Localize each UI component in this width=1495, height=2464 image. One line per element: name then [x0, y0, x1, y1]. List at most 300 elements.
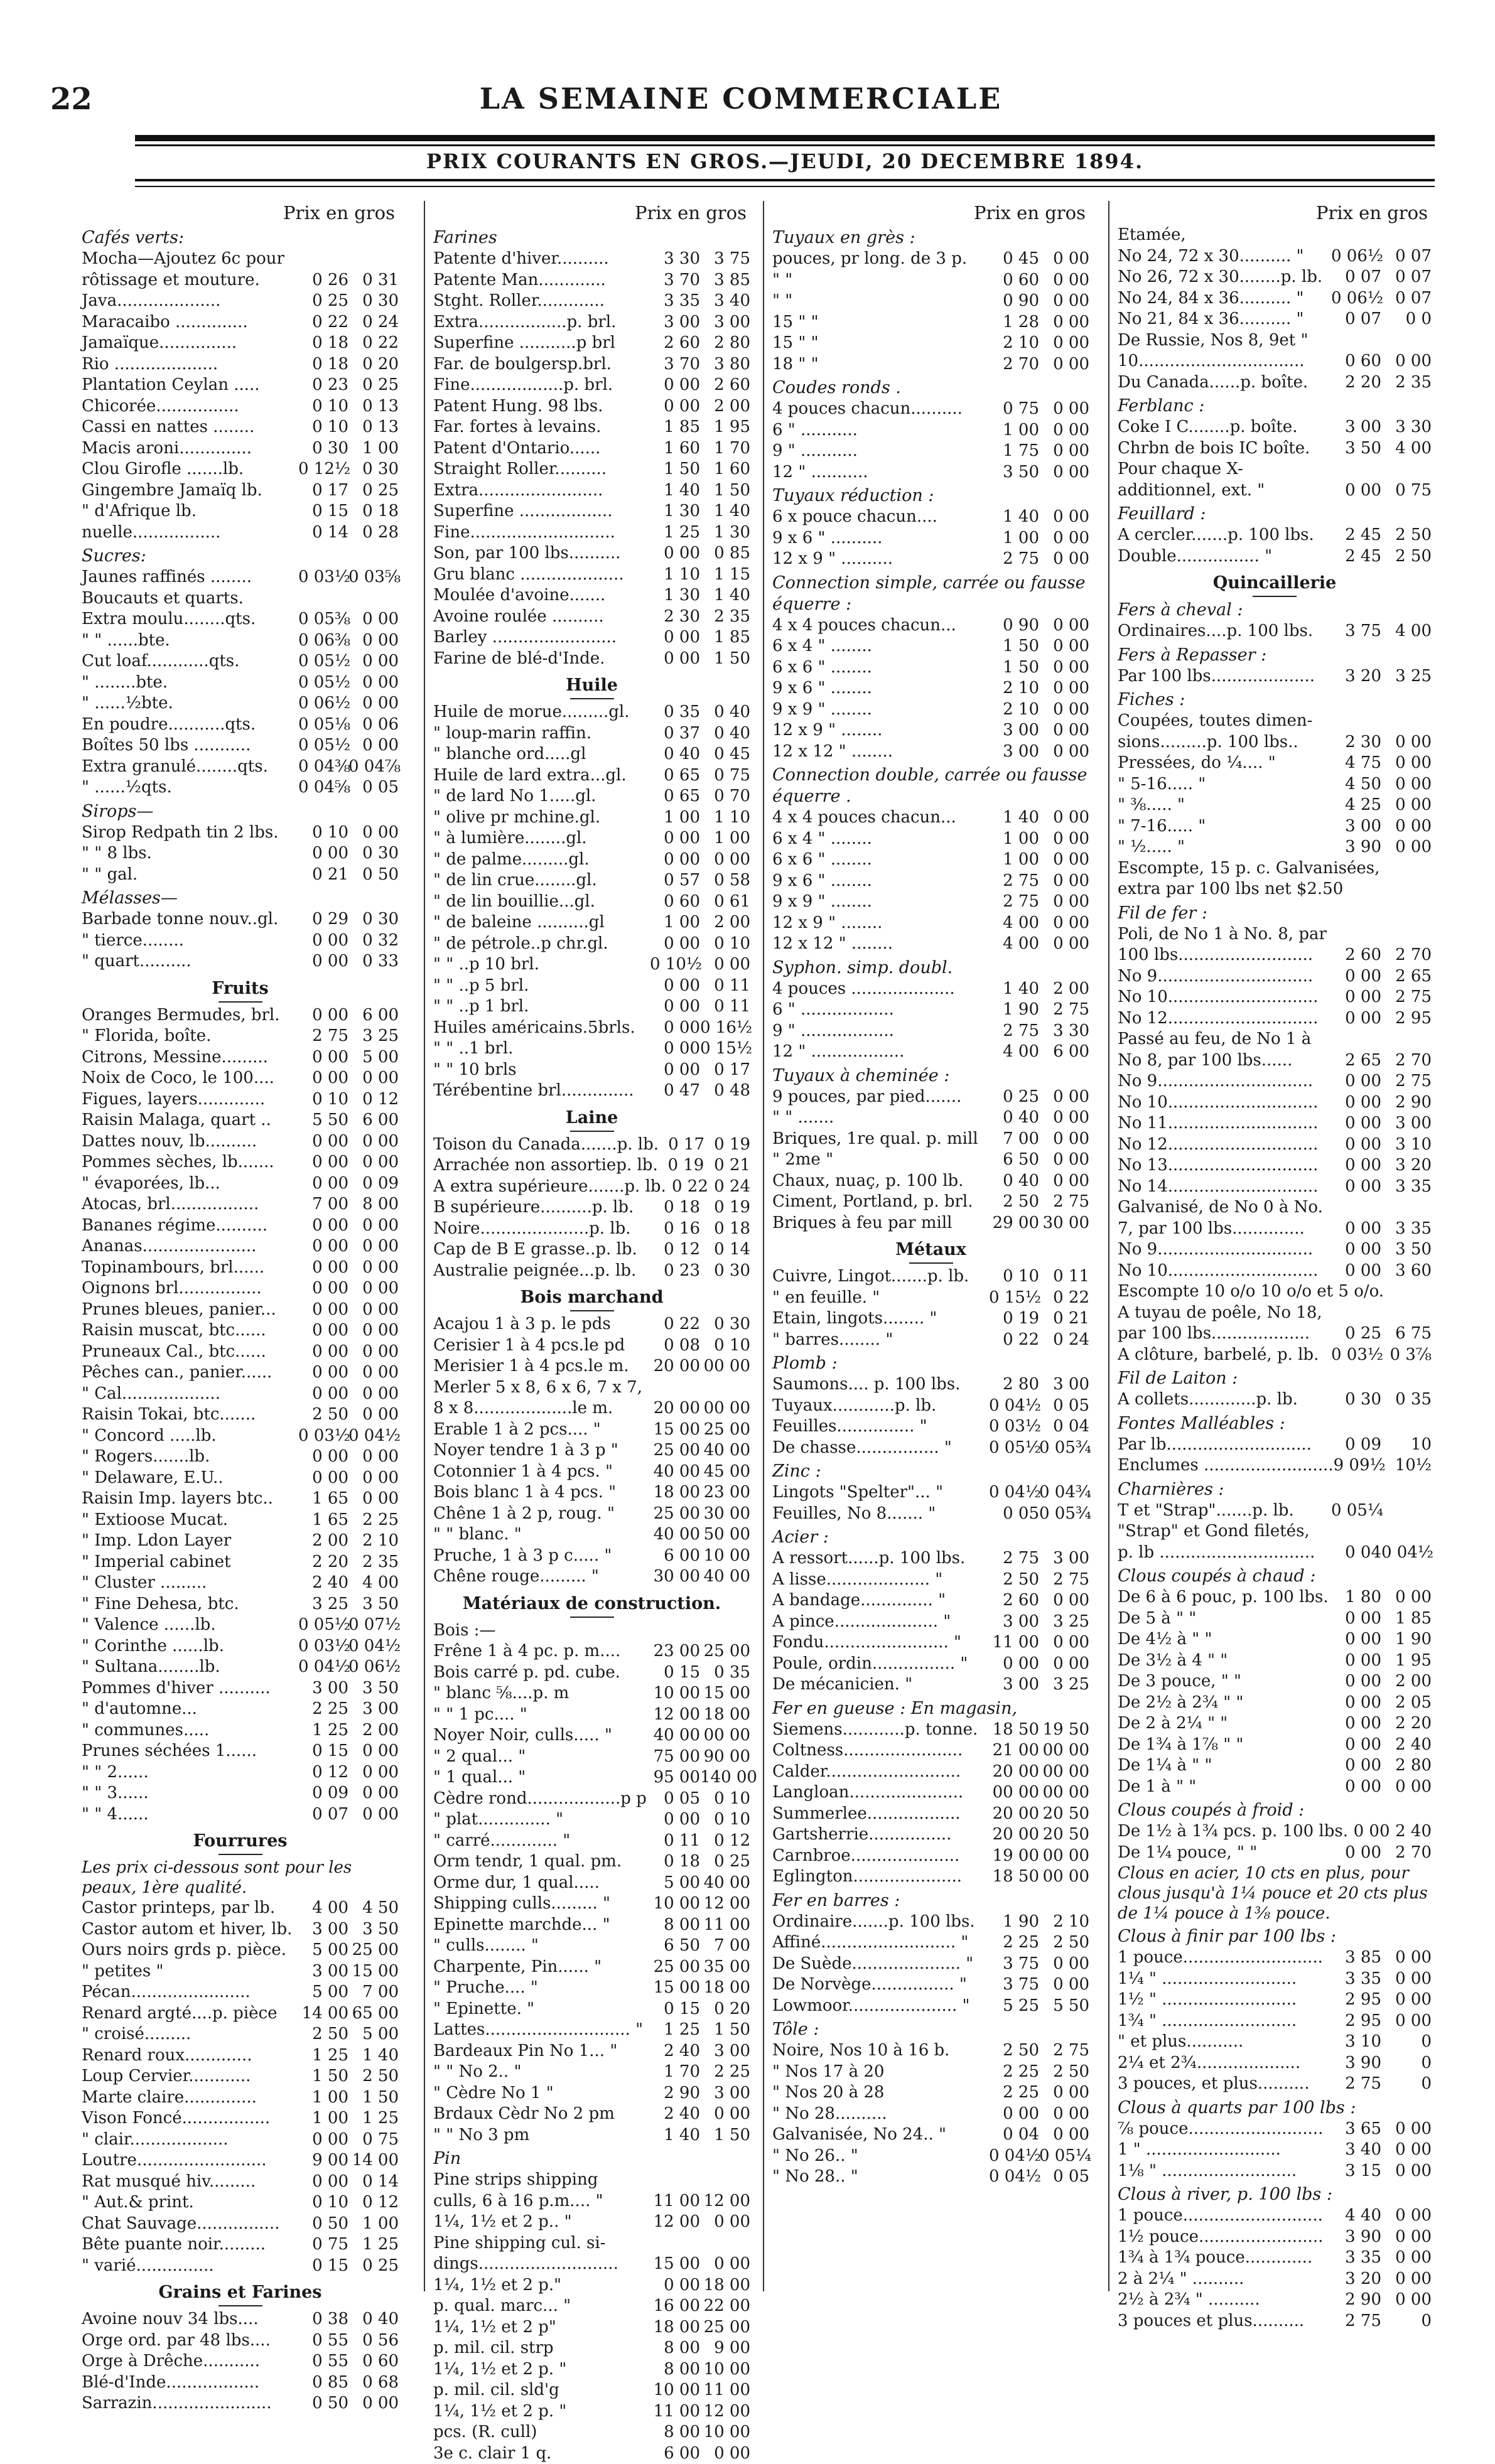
item-label: Cuivre, Lingot.......p. lb. — [772, 1266, 989, 1288]
price-low: 0 65 — [650, 765, 700, 787]
price-low: 0 30 — [1331, 1389, 1381, 1411]
price-low: 0 14 — [298, 522, 348, 544]
price-high: 0 00 — [1039, 549, 1089, 570]
item-label: Chaux, nuaç, p. 100 lb. — [772, 1171, 989, 1192]
price-high: 0 75 — [700, 765, 750, 787]
price-low: 7 00 — [989, 1129, 1039, 1150]
item-label: 9 pouces, par pied....... — [772, 1087, 989, 1108]
price-high: 30 00 — [1039, 1213, 1089, 1234]
price-row — [433, 2422, 750, 2443]
price-low: 8 00 — [650, 2422, 700, 2443]
price-row — [772, 1590, 1089, 1611]
item-label: Bananes régime.......... — [82, 1215, 298, 1237]
item-label: p. lb .............................. — [1118, 1542, 1331, 1564]
price-row — [433, 480, 750, 502]
price-row — [82, 1404, 399, 1426]
price-high: 0 15½ — [700, 1038, 750, 1060]
item-label: " Aut.& print. — [82, 2192, 298, 2214]
price-low: 0 10 — [298, 1089, 348, 1111]
price-high: 4 50 — [348, 1898, 399, 1919]
item-label: Bête puante noir......... — [82, 2234, 298, 2256]
price-low: 0 00 — [1331, 1134, 1381, 1156]
header-rule-thick — [135, 135, 1435, 141]
item-label: Ciment, Portland, p. brl. — [772, 1192, 989, 1213]
price-low: 18 50 — [989, 1866, 1039, 1888]
item-label: No 10............................. — [1118, 1092, 1331, 1114]
price-row — [82, 1783, 399, 1804]
price-row — [1118, 246, 1432, 267]
price-low: 1 25 — [650, 522, 700, 544]
price-low: 20 00 — [989, 1804, 1039, 1825]
price-high: 2 75 — [1039, 1192, 1089, 1213]
price-high: 2 00 — [348, 1720, 399, 1741]
item-label: Shipping culls......... " — [433, 1893, 650, 1915]
price-high: 1 40 — [348, 2045, 399, 2067]
item-label: 2¼ et 2¾.................... — [1118, 2053, 1331, 2074]
price-low — [1384, 1281, 1408, 1303]
item-label: 12 x 12 " ........ — [772, 933, 989, 955]
item-label: Cassi en nattes ........ — [82, 417, 298, 438]
price-row — [433, 375, 750, 396]
item-label: 9 x 6 " ........ — [772, 871, 989, 892]
price-high: 1 00 — [700, 828, 750, 849]
price-high: 0 00 — [1039, 2082, 1089, 2104]
price-high: 0 00 — [700, 2104, 750, 2125]
price-high: 0 00 — [1039, 1171, 1089, 1192]
item-label: No 24, 72 x 30.......... " — [1118, 246, 1331, 267]
price-low: 0 00 — [298, 843, 348, 864]
price-row — [1118, 2269, 1432, 2290]
item-label: 7, par 100 lbs.............. — [1118, 1219, 1331, 1240]
item-label: " Cluster ......... — [82, 1573, 298, 1594]
price-high: 0 00 — [348, 1068, 399, 1089]
item-label: Chicorée................ — [82, 396, 298, 417]
price-low: 0 00 — [298, 1362, 348, 1384]
price-low: 2 75 — [1331, 2311, 1381, 2332]
price-high: 0 50 — [348, 864, 399, 886]
price-high: 0 00 — [1039, 507, 1089, 528]
price-low: 0 03½ — [298, 567, 348, 588]
item-label: Acajou 1 à 3 p. le pds — [433, 1314, 650, 1335]
price-row — [433, 1977, 750, 1999]
price-high: 19 50 — [1039, 1719, 1089, 1741]
price-row — [772, 1171, 1089, 1192]
price-low: 11 00 — [650, 2401, 700, 2423]
item-label: " " 3...... — [82, 1783, 298, 1804]
price-high: 0 00 — [1039, 913, 1089, 934]
price-low: 11 00 — [989, 1632, 1039, 1654]
price-high: 2 10 — [1039, 1912, 1089, 1933]
item-label: Figues, layers............. — [82, 1089, 298, 1111]
price-row — [772, 312, 1089, 333]
price-row — [1118, 879, 1432, 900]
price-high: 0 13 — [348, 417, 399, 438]
price-high: 0 — [1381, 2031, 1432, 2053]
price-low: 0 04⅜ — [298, 756, 348, 778]
price-high: 0 30 — [700, 1261, 750, 1282]
price-low: 1 40 — [989, 979, 1039, 1000]
price-high: 1 25 — [348, 2234, 399, 2256]
price-high: 0 68 — [348, 2372, 399, 2394]
price-row — [772, 615, 1089, 637]
price-low: 0 22 — [666, 1176, 708, 1198]
price-high: 0 00 — [348, 1152, 399, 1173]
price-high: 2 05 — [1381, 1692, 1432, 1714]
price-row — [433, 2041, 750, 2062]
price-high: 0 56 — [348, 2330, 399, 2352]
price-low: 3 70 — [650, 354, 700, 375]
item-label: De Russie, Nos 8, 9et " — [1118, 330, 1331, 352]
item-label: Superfine .................. — [433, 501, 650, 522]
price-low: 0 00 — [298, 930, 348, 952]
price-low: 0 00 — [298, 951, 348, 972]
price-row — [433, 606, 750, 628]
price-high: 1 40 — [700, 501, 750, 522]
price-row — [82, 1741, 399, 1762]
column-header: Prix en gros — [772, 201, 1089, 225]
price-high: 0 00 — [1039, 1087, 1089, 1108]
item-label: En poudre...........qts. — [82, 714, 298, 736]
item-label: additionnel, ext. " — [1118, 480, 1331, 502]
price-low: 0 15 — [298, 1741, 348, 1762]
price-row — [433, 1915, 750, 1936]
item-label: Noyer tendre 1 à 3 p " — [433, 1440, 650, 1461]
price-low: 3 00 — [1331, 417, 1381, 438]
price-low: 1 60 — [650, 438, 700, 460]
item-label: 9 " ........... — [772, 441, 989, 462]
item-label: p. mil. cil. sld'g — [433, 2380, 650, 2401]
item-label: " de lard No 1.....gl. — [433, 786, 650, 807]
item-label: " Imp. Ldon Layer — [82, 1531, 298, 1552]
item-label: Epinette marchde... " — [433, 1915, 650, 1936]
price-high: 0 00 — [1039, 678, 1089, 699]
price-low: 0 26 — [298, 270, 348, 291]
price-low: 4 40 — [1331, 2205, 1381, 2227]
price-row — [772, 979, 1089, 1000]
price-low: 3 75 — [1331, 621, 1381, 642]
item-label: Superfine ...........p brl — [433, 333, 650, 354]
price-high: 1 85 — [700, 627, 750, 648]
price-low: 0 00 — [1331, 1113, 1381, 1134]
price-high: 0 35 — [700, 1662, 750, 1684]
category-label: Tuyaux à cheminée : — [772, 1065, 1089, 1087]
price-low: 3 35 — [1331, 1969, 1381, 1990]
item-label: Avoine nouv 34 lbs.... — [82, 2309, 298, 2330]
price-high — [1381, 1029, 1432, 1050]
price-low: 0 15 — [298, 2256, 348, 2277]
price-row — [1118, 1197, 1432, 1219]
item-label: " No 28.. " — [772, 2166, 989, 2188]
price-row — [1118, 621, 1432, 642]
price-low: 0 00 — [650, 648, 700, 670]
price-row — [82, 1047, 399, 1068]
price-low: 40 00 — [650, 1461, 700, 1483]
price-low: 3 10 — [1331, 2031, 1381, 2053]
price-high: 0 00 — [1381, 774, 1432, 795]
price-low: 30 00 — [650, 1566, 700, 1588]
price-low — [1331, 711, 1381, 732]
item-label: 1 pouce........................... — [1118, 2205, 1331, 2227]
price-high: 0 00 — [1039, 333, 1089, 354]
price-row — [772, 1996, 1089, 2017]
price-low: 0 47 — [650, 1080, 700, 1102]
price-low: 9 00 — [298, 2150, 348, 2171]
price-row — [1118, 2227, 1432, 2248]
price-low: 15 00 — [650, 1977, 700, 1999]
item-label: " Valence ......lb. — [82, 1615, 298, 1636]
item-label: 1 pouce........................... — [1118, 1947, 1331, 1969]
price-row — [433, 1504, 750, 1525]
item-label: " " No 2.. " — [433, 2062, 650, 2083]
price-low: 0 00 — [1348, 1821, 1390, 1843]
item-label: " de baleine ..........gl — [433, 912, 650, 933]
price-row — [433, 2275, 750, 2296]
price-low: 40 00 — [650, 1725, 700, 1746]
price-row — [433, 1831, 750, 1852]
category-label: Fers à cheval : — [1118, 600, 1432, 621]
price-low: 0 15½ — [989, 1288, 1039, 1309]
price-row — [433, 312, 750, 333]
price-row — [1118, 1969, 1432, 1990]
price-high: 3 00 — [348, 1699, 399, 1720]
price-row — [772, 1041, 1089, 1063]
price-high: 3 30 — [1381, 417, 1432, 438]
price-row — [82, 249, 399, 270]
price-low: 10 00 — [650, 1683, 700, 1704]
price-high: 0 00 — [1039, 871, 1089, 892]
price-row — [433, 1746, 750, 1768]
price-high: 3 00 — [1381, 1113, 1432, 1134]
price-high: 0 00 — [348, 651, 399, 672]
price-low: 0 40 — [989, 1107, 1039, 1129]
price-low: 2 95 — [1331, 1989, 1381, 2011]
price-low: 0 00 — [650, 933, 700, 955]
price-low: 0 19 — [989, 1308, 1039, 1330]
page-number: 22 — [50, 82, 92, 117]
item-label: T et "Strap".......p. lb. — [1118, 1500, 1331, 1522]
item-label: Coupées, toutes dimen- — [1118, 711, 1331, 732]
item-label: Pommes d'hiver .......... — [82, 1678, 298, 1699]
price-high: 14 00 — [348, 2150, 399, 2171]
category-label: Fil de Laiton : — [1118, 1368, 1432, 1389]
price-low: 0 00 — [989, 2104, 1039, 2125]
item-label: " Rogers.......lb. — [82, 1446, 298, 1468]
item-label: 9 x 6 " .......... — [772, 528, 989, 549]
price-low: 2 50 — [989, 1192, 1039, 1213]
price-high: 3 00 — [700, 312, 750, 333]
section-heading: Bois marchand — [433, 1285, 750, 1311]
price-high: 8 00 — [348, 1194, 399, 1215]
column-header: Prix en gros — [82, 201, 399, 225]
price-low: 0 03½ — [298, 1636, 348, 1657]
price-high: 2 25 — [348, 1510, 399, 1531]
price-low: 2 25 — [989, 2062, 1039, 2083]
price-low: 0 10 — [989, 1266, 1039, 1288]
category-label: Connection simple, carrée ou fausse équerre : — [772, 573, 1089, 615]
price-high: 35 00 — [700, 1957, 750, 1978]
header-rule-thin — [135, 144, 1435, 146]
item-label: Fine..................p. brl. — [433, 375, 650, 396]
price-row — [1118, 1755, 1432, 1777]
price-row — [1118, 1989, 1432, 2011]
price-row — [82, 1131, 399, 1153]
section-heading: Quincaillerie — [1118, 571, 1432, 597]
item-label: " ½..... " — [1118, 837, 1331, 858]
price-high: 1 50 — [700, 2125, 750, 2146]
price-high: 2 75 — [1381, 1071, 1432, 1092]
price-high: 10 — [1381, 1434, 1432, 1456]
price-row — [1118, 2053, 1432, 2074]
price-low: 1 65 — [298, 1488, 348, 1510]
price-low: 0 00 — [1331, 1008, 1381, 1030]
price-low: 5 00 — [298, 1982, 348, 2003]
price-low: 3 00 — [298, 1919, 348, 1940]
item-label: " " No 3 pm — [433, 2125, 650, 2146]
price-high: 0 21 — [1039, 1308, 1089, 1330]
item-label: Prunes bleues, panier... — [82, 1299, 298, 1321]
price-high: 1 50 — [700, 648, 750, 670]
price-high: 3 00 — [700, 2083, 750, 2104]
price-row — [1118, 1050, 1432, 1072]
price-row — [82, 588, 399, 610]
price-high: 0 00 — [348, 1762, 399, 1783]
price-low: 2 25 — [989, 1932, 1039, 1954]
item-label: De 2½ à 2¾ " " — [1118, 1692, 1331, 1714]
price-low: 3 00 — [989, 1611, 1039, 1633]
price-high: 0 00 — [1381, 1969, 1432, 1990]
item-label: Feuilles, No 8....... " — [772, 1504, 989, 1525]
price-high: 0 00 — [1039, 312, 1089, 333]
price-row — [772, 678, 1089, 699]
price-high: 3 00 — [700, 2041, 750, 2062]
price-low: 0 90 — [989, 291, 1039, 312]
price-high: 2 35 — [348, 1552, 399, 1573]
item-label: De 1¾ à 1⅞ " " — [1118, 1735, 1331, 1756]
item-label: Poule, ordin................ " — [772, 1654, 989, 1675]
price-high: 0 30 — [700, 1314, 750, 1335]
price-row — [1118, 924, 1432, 945]
price-high: 3 00 — [1039, 1374, 1089, 1396]
price-low: 12 00 — [650, 1704, 700, 1726]
price-row — [433, 2443, 750, 2464]
price-row — [433, 2083, 750, 2104]
price-row — [433, 1155, 750, 1176]
price-row — [433, 1314, 750, 1335]
price-row — [82, 1384, 399, 1405]
item-label: De 6 à 6 pouc, p. 100 lbs. — [1118, 1587, 1331, 1608]
price-low: 3 30 — [650, 249, 700, 270]
price-row — [433, 2401, 750, 2423]
price-row — [772, 549, 1089, 570]
price-high — [1388, 879, 1432, 900]
price-row — [1118, 1947, 1432, 1969]
price-high: 45 00 — [700, 1461, 750, 1483]
price-row — [1118, 1134, 1432, 1156]
price-high — [1381, 1197, 1432, 1219]
item-label: " Delaware, E.U.. — [82, 1468, 298, 1489]
price-low: 1 65 — [298, 1510, 348, 1531]
price-low: 0 75 — [989, 399, 1039, 420]
item-label: Ordinaire.......p. 100 lbs. — [772, 1912, 989, 1933]
price-row — [433, 786, 750, 807]
price-low: 0 04½ — [989, 1396, 1039, 1417]
price-low: 0 04½ — [298, 1657, 348, 1678]
price-high: 00 00 — [1039, 1846, 1089, 1867]
item-label: Ours noirs grds p. pièce. — [82, 1940, 298, 1961]
item-label: No 14............................. — [1118, 1176, 1331, 1198]
item-label: Pressées, do ¼.... " — [1118, 753, 1331, 774]
item-label: " " ..1 brl. — [433, 1038, 650, 1060]
price-low: 15 00 — [650, 1419, 700, 1441]
price-row — [1118, 1239, 1432, 1261]
price-low: 1 00 — [650, 912, 700, 933]
price-low: 0 45 — [989, 249, 1039, 270]
price-row — [433, 1219, 750, 1240]
price-high: 2 00 — [700, 912, 750, 933]
price-row — [1118, 1455, 1432, 1477]
price-row — [82, 1173, 399, 1195]
note-text: Clous en acier, 10 cts en plus, pour clous jusqu'à 1¼ pouce et 20 cts plus de 1¼ pouce à 1⅜ pouce. — [1118, 1863, 1432, 1923]
item-label: Galvanisée, No 24.. " — [772, 2124, 989, 2146]
item-label: " " 4...... — [82, 1804, 298, 1826]
price-low: 0 40 — [650, 744, 700, 765]
price-high: 5 00 — [348, 2024, 399, 2045]
price-low: 1 25 — [650, 2020, 700, 2041]
price-low: 0 00 — [1331, 1692, 1381, 1714]
price-low: 1 28 — [989, 312, 1039, 333]
price-row — [433, 1377, 750, 1399]
price-high: 3 25 — [1039, 1674, 1089, 1696]
price-row — [1118, 945, 1432, 966]
item-label: " " ..p 10 brl. — [433, 954, 650, 976]
price-row — [1118, 1500, 1432, 1522]
price-row — [433, 1873, 750, 1894]
item-label: De Suède..................... " — [772, 1954, 989, 1975]
price-low: 0 06⅜ — [298, 630, 348, 652]
item-label: 1⅛ " .......................... — [1118, 2161, 1331, 2182]
price-row — [82, 1215, 399, 1237]
price-low: 4 00 — [989, 933, 1039, 955]
price-row — [82, 2330, 399, 2352]
price-low — [1331, 459, 1381, 480]
item-label: " ......½qts. — [82, 777, 298, 799]
price-low: 0 00 — [298, 1131, 348, 1153]
price-high — [700, 2170, 750, 2191]
price-row — [1118, 711, 1432, 732]
price-low: 0 00 — [1331, 966, 1381, 987]
price-low: 6 00 — [650, 1546, 700, 1567]
price-row — [772, 720, 1089, 741]
item-label: Huile de morue.........gl. — [433, 702, 650, 723]
price-row — [82, 930, 399, 952]
price-low: 5 25 — [989, 1996, 1039, 2017]
item-label: De 3½ à 4 " " — [1118, 1650, 1331, 1672]
price-high: 0 21 — [704, 1155, 750, 1176]
price-low: 3 75 — [989, 1954, 1039, 1975]
price-row — [433, 1662, 750, 1684]
item-label: Patent Hung. 98 lbs. — [433, 396, 650, 417]
price-row — [433, 976, 750, 997]
price-low: 4 00 — [989, 1041, 1039, 1063]
price-low: 2 20 — [1331, 372, 1381, 394]
price-low: 0 00 — [1331, 480, 1381, 502]
price-high: 0 61 — [700, 891, 750, 913]
price-low: 3 25 — [298, 1594, 348, 1615]
price-low: 0 40 — [989, 1171, 1039, 1192]
item-label: " 2me " — [772, 1149, 989, 1171]
price-row — [82, 2045, 399, 2067]
price-low: 5 00 — [298, 1940, 348, 1961]
